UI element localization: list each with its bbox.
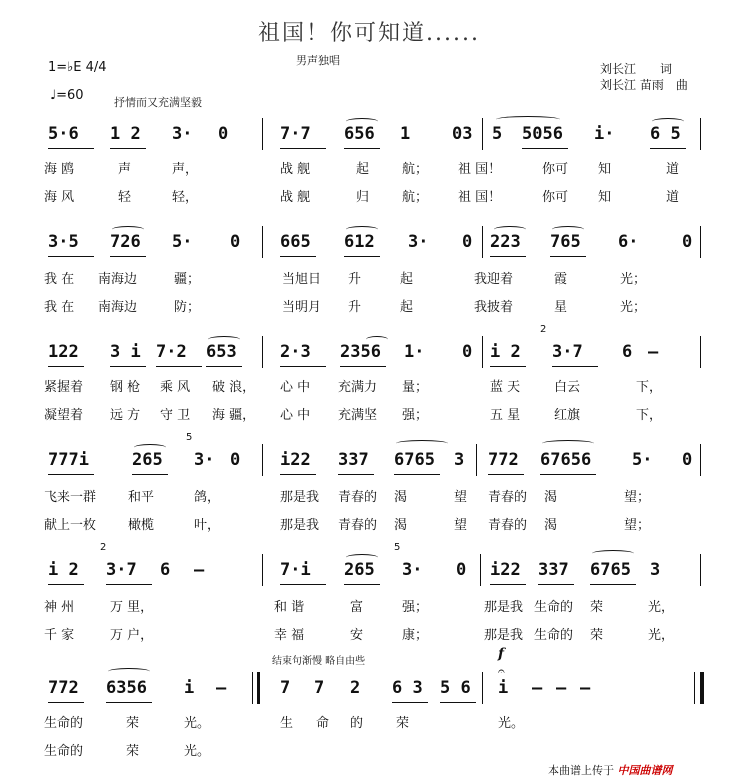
beam-line <box>490 256 526 257</box>
tempo-annotation: 结束句渐慢 略自由些 <box>272 656 366 667</box>
note-group: — <box>532 678 543 698</box>
beam-line <box>550 256 586 257</box>
note-group: 0 <box>682 232 693 252</box>
note-group: — <box>194 560 205 580</box>
score-row-4 <box>44 432 704 482</box>
note-group: 772 <box>488 450 519 470</box>
note-group: i <box>184 678 195 698</box>
beam-line <box>280 148 326 149</box>
slur <box>494 226 526 233</box>
beam-line <box>338 474 374 475</box>
beam-line <box>48 256 94 257</box>
note-group: 5056 <box>522 124 563 144</box>
note-group: 3· <box>172 124 193 144</box>
slur <box>552 226 584 233</box>
final-barline <box>694 672 704 704</box>
barline <box>262 336 263 368</box>
note-group: — <box>556 678 567 698</box>
beam-line <box>206 366 242 367</box>
note-group: 03 <box>452 124 473 144</box>
note-group: 3 <box>650 560 661 580</box>
note-group: — <box>580 678 591 698</box>
slur <box>366 336 388 343</box>
barline <box>480 554 481 586</box>
barline <box>262 444 263 476</box>
note-group: 6 3 <box>392 678 423 698</box>
note-group: 765 <box>550 232 581 252</box>
note-group: 0 <box>230 232 241 252</box>
beam-line <box>490 366 526 367</box>
note-group: 265 <box>344 560 375 580</box>
beam-line <box>156 366 202 367</box>
note-group: 3· <box>194 450 215 470</box>
score-row-1 <box>44 118 704 156</box>
note-group: 0 <box>462 342 473 362</box>
note-group: 7·i <box>280 560 311 580</box>
barline <box>262 226 263 258</box>
note-group: — <box>216 678 227 698</box>
footer-prefix: 本曲谱上传于 <box>548 764 614 777</box>
beam-line <box>280 584 326 585</box>
beam-line <box>344 256 380 257</box>
barline <box>700 444 701 476</box>
note-group: 653 <box>206 342 237 362</box>
note-group: 772 <box>48 678 79 698</box>
song-title: 祖国！你可知道...... <box>258 21 480 46</box>
slur <box>346 118 378 125</box>
beam-line <box>280 256 316 257</box>
note-group: 6356 <box>106 678 147 698</box>
note-group: 3· <box>408 232 429 252</box>
beam-line <box>48 148 94 149</box>
slur <box>108 668 150 675</box>
beam-line <box>106 584 152 585</box>
note-group: 0 <box>682 450 693 470</box>
slur <box>134 444 166 451</box>
note-group: i 2 <box>48 560 79 580</box>
barline <box>262 118 263 150</box>
note-group: 337 <box>338 450 369 470</box>
beam-line <box>344 148 380 149</box>
note-group: 5·6 <box>48 124 79 144</box>
beam-line <box>106 702 152 703</box>
note-group: 6 5 <box>650 124 681 144</box>
barline <box>482 672 483 704</box>
barline <box>700 118 701 150</box>
slur <box>652 118 684 125</box>
beam-line <box>540 474 596 475</box>
note-group: 7 <box>280 678 291 698</box>
slur <box>112 226 144 233</box>
beam-line <box>280 366 326 367</box>
barline <box>700 336 701 368</box>
note-group: 337 <box>538 560 569 580</box>
beam-line <box>132 474 168 475</box>
grace-note: 5 <box>394 542 401 553</box>
score-row-6 <box>44 664 704 710</box>
slur <box>396 440 448 447</box>
beam-line <box>394 474 440 475</box>
barline <box>700 226 701 258</box>
grace-note: 2 <box>100 542 107 553</box>
note-group: 3·7 <box>106 560 137 580</box>
beam-line <box>110 366 146 367</box>
note-group: 3 <box>454 450 465 470</box>
note-group: 1 2 <box>110 124 141 144</box>
slur <box>346 554 378 561</box>
beam-line <box>650 148 686 149</box>
note-group: 656 <box>344 124 375 144</box>
note-group: 6765 <box>394 450 435 470</box>
grace-note: 5 <box>186 432 193 443</box>
beam-line <box>48 366 84 367</box>
note-group: 1· <box>404 342 425 362</box>
lyricist-credit: 刘长江 词 <box>600 62 673 76</box>
note-group: 3·5 <box>48 232 79 252</box>
beam-line <box>48 584 84 585</box>
note-group: i22 <box>490 560 521 580</box>
grace-note: 2 <box>540 324 547 335</box>
note-group: 7·7 <box>280 124 311 144</box>
fermata-icon: 𝄐 <box>498 664 505 678</box>
note-group: 5· <box>172 232 193 252</box>
note-group: 777i <box>48 450 89 470</box>
note-group: 1 <box>400 124 411 144</box>
note-group: 665 <box>280 232 311 252</box>
beam-line <box>490 584 526 585</box>
slur <box>592 550 634 557</box>
note-group: 6· <box>618 232 639 252</box>
beam-line <box>48 474 94 475</box>
beam-line <box>440 702 476 703</box>
score-row-2 <box>44 226 704 264</box>
note-group: 3·7 <box>552 342 583 362</box>
note-group: i· <box>594 124 615 144</box>
note-group: 2356 <box>340 342 381 362</box>
site-logo: 中国曲谱网 <box>617 764 673 777</box>
note-group: 0 <box>230 450 241 470</box>
note-group: 7·2 <box>156 342 187 362</box>
score-row-5 <box>44 542 704 592</box>
note-group: 7 <box>314 678 325 698</box>
note-group: 0 <box>218 124 229 144</box>
note-group: 223 <box>490 232 521 252</box>
dynamic-forte: f <box>498 646 505 662</box>
beam-line <box>590 584 636 585</box>
beam-line <box>280 474 316 475</box>
note-group: 265 <box>132 450 163 470</box>
note-group: 122 <box>48 342 79 362</box>
note-group: 2·3 <box>280 342 311 362</box>
key-signature: 1=♭E 4/4 <box>48 60 107 75</box>
barline <box>700 554 701 586</box>
expression-marking: 抒情而又充满坚毅 <box>114 96 202 109</box>
note-group: 5 <box>492 124 503 144</box>
slur <box>346 226 378 233</box>
slur <box>542 440 594 447</box>
barline <box>476 444 477 476</box>
note-group: i22 <box>280 450 311 470</box>
note-group: 0 <box>462 232 473 252</box>
note-group: 612 <box>344 232 375 252</box>
barline <box>262 554 263 586</box>
note-group: i 2 <box>490 342 521 362</box>
barline <box>482 336 483 368</box>
note-group: — <box>648 342 659 362</box>
composer-credit: 刘长江 苗雨 曲 <box>600 78 688 92</box>
slur <box>496 116 560 123</box>
note-group: 3· <box>402 560 423 580</box>
beam-line <box>538 584 574 585</box>
tempo-marking: ♩=60 <box>50 88 84 103</box>
beam-line <box>392 702 428 703</box>
beam-line <box>488 474 524 475</box>
score-row-3 <box>44 324 704 374</box>
repeat-barline <box>252 672 260 704</box>
note-group: 5· <box>632 450 653 470</box>
note-group: i <box>498 678 509 698</box>
beam-line <box>340 366 386 367</box>
beam-line <box>344 584 380 585</box>
slur <box>208 336 240 343</box>
beam-line <box>522 148 568 149</box>
note-group: 2 <box>350 678 361 698</box>
footer-credit <box>548 762 673 778</box>
note-group: 6765 <box>590 560 631 580</box>
beam-line <box>110 256 146 257</box>
barline <box>482 118 483 150</box>
note-group: 6 <box>622 342 633 362</box>
beam-line <box>48 702 84 703</box>
subtitle: 男声独唱 <box>296 54 340 67</box>
beam-line <box>552 366 598 367</box>
beam-line <box>110 148 146 149</box>
note-group: 0 <box>456 560 467 580</box>
note-group: 726 <box>110 232 141 252</box>
note-group: 5 6 <box>440 678 471 698</box>
barline <box>482 226 483 258</box>
note-group: 67656 <box>540 450 592 470</box>
note-group: 6 <box>160 560 171 580</box>
note-group: 3 i <box>110 342 141 362</box>
